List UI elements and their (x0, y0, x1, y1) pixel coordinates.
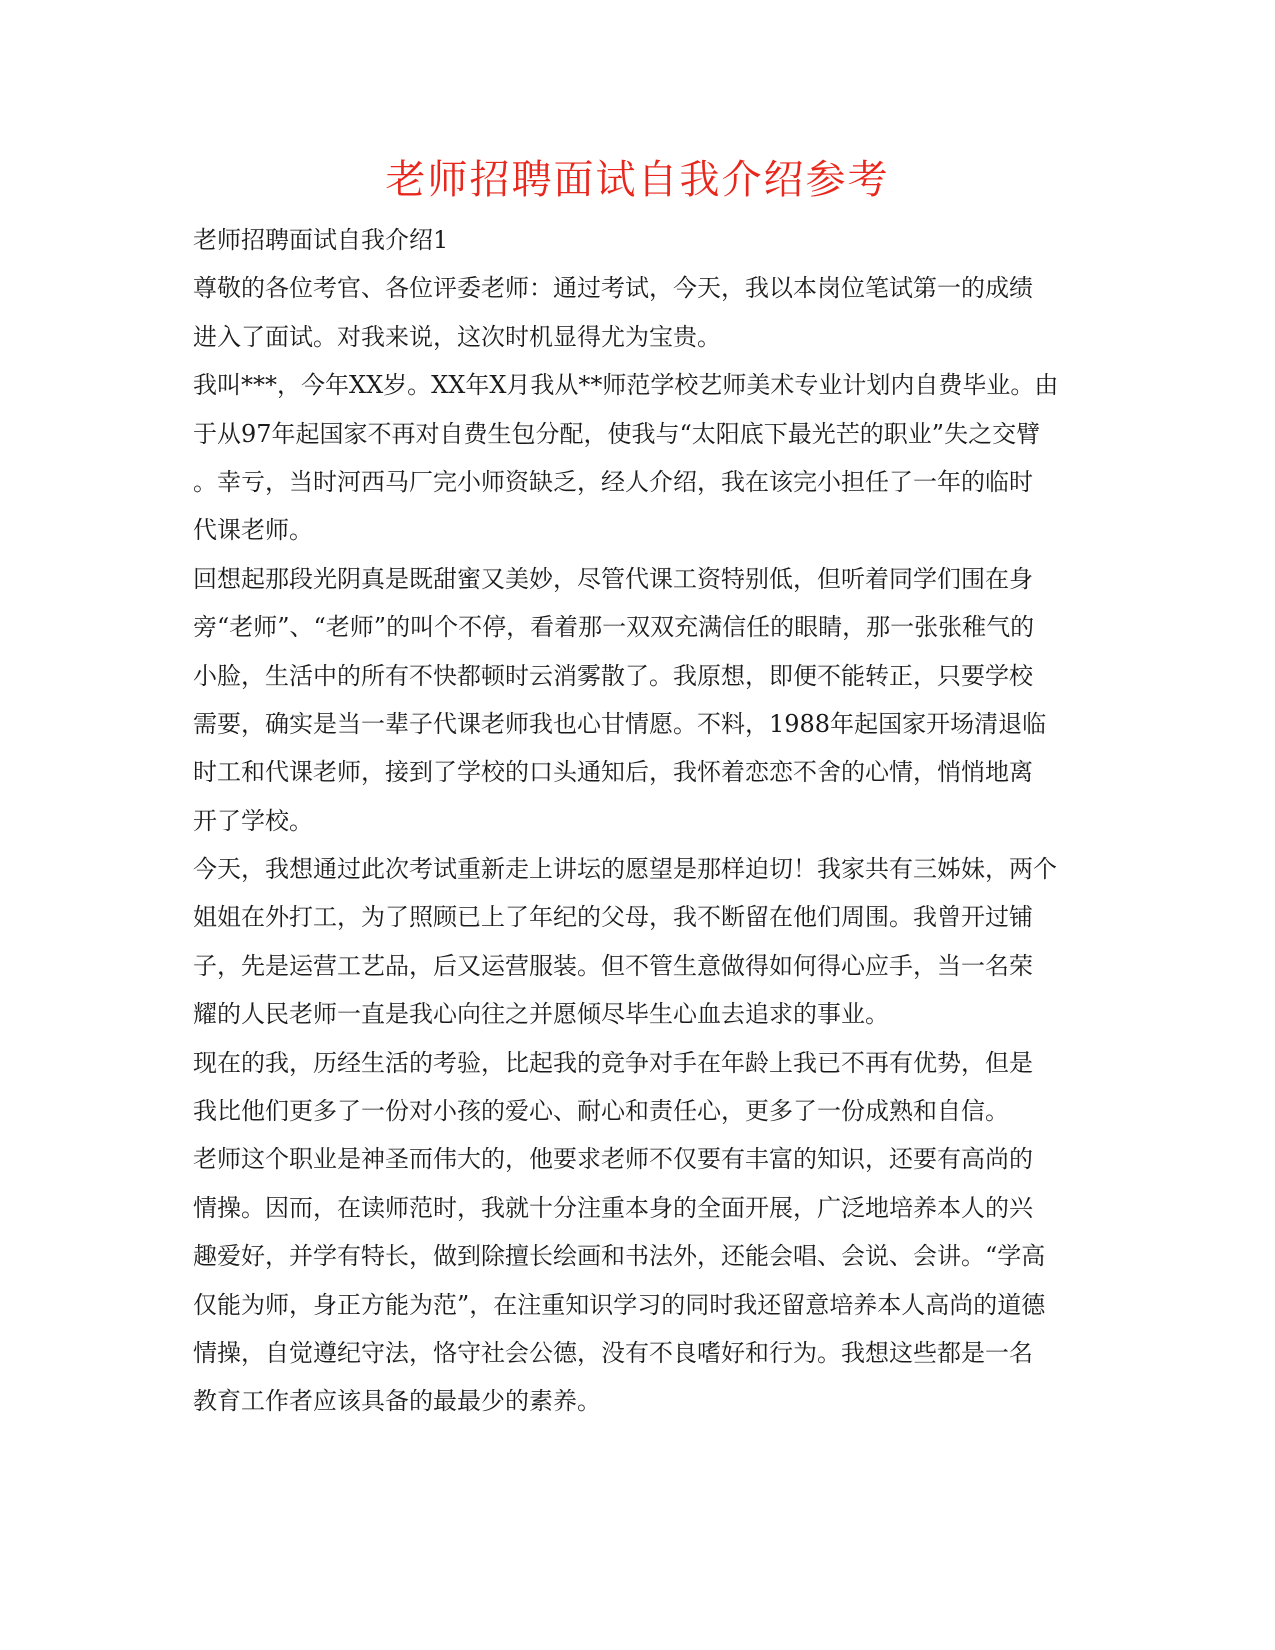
body-paragraph (193, 1135, 1073, 1425)
text-line: 我叫***，今年XX岁。XX年X月我从**师范学校艺师美术专业计划内自费毕业。由 (193, 371, 1059, 400)
body-paragraph (193, 264, 1073, 361)
document-body (193, 216, 1073, 1426)
text-line: 。幸亏，当时河西马厂完小师资缺乏，经人介绍，我在该完小担任了一年的临时 (193, 467, 1033, 496)
document-title: 老师招聘面试自我介绍参考 (385, 157, 890, 203)
text-line: 需要，确实是当一辈子代课老师我也心甘情愿。不料，1988年起国家开场清退临 (193, 709, 1047, 738)
body-paragraph (193, 361, 1073, 555)
text-line: 回想起那段光阴真是既甜蜜又美妙，尽管代课工资特别低，但听着同学们围在身 (193, 564, 1033, 593)
text-line: 现在的我，历经生活的考验，比起我的竞争对手在年龄上我已不再有优势，但是 (193, 1048, 1033, 1077)
section-heading (193, 216, 1073, 264)
text-line: 教育工作者应该具备的最最少的素养。 (193, 1387, 601, 1416)
text-line: 时工和代课老师，接到了学校的口头通知后，我怀着恋恋不舍的心情，悄悄地离 (193, 758, 1033, 787)
text-line: 我比他们更多了一份对小孩的爱心、耐心和责任心，更多了一份成熟和自信。 (193, 1097, 1009, 1126)
text-line: 开了学校。 (193, 806, 313, 835)
text-line: 旁“老师”、“老师”的叫个不停，看着那一双双充满信任的眼睛，那一张张稚气的 (193, 613, 1035, 642)
text-line: 小脸，生活中的所有不快都顿时云消雾散了。我原想，即便不能转正，只要学校 (193, 661, 1033, 690)
text-line: 子，先是运营工艺品，后又运营服装。但不管生意做得如何得心应手，当一名荣 (193, 951, 1033, 980)
text-line: 代课老师。 (193, 516, 313, 545)
text-line: 姐姐在外打工，为了照顾已上了年纪的父母，我不断留在他们周围。我曾开过铺 (193, 903, 1033, 932)
text-line: 仅能为师，身正方能为范”，在注重知识学习的同时我还留意培养本人高尚的道德 (193, 1290, 1046, 1319)
text-line: 趣爱好，并学有特长，做到除擅长绘画和书法外，还能会唱、会说、会讲。“学高 (193, 1242, 1046, 1271)
body-paragraph (193, 845, 1073, 1039)
text-line: 尊敬的各位考官、各位评委老师：通过考试，今天，我以本岗位笔试第一的成绩 (193, 274, 1033, 303)
body-paragraph (193, 1039, 1073, 1136)
text-line: 老师招聘面试自我介绍1 (193, 226, 449, 254)
body-paragraph (193, 555, 1073, 845)
text-line: 进入了面试。对我来说，这次时机显得尤为宝贵。 (193, 322, 721, 351)
text-line: 耀的人民老师一直是我心向往之并愿倾尽毕生心血去追求的事业。 (193, 1000, 889, 1029)
text-line: 情操。因而，在读师范时，我就十分注重本身的全面开展，广泛地培养本人的兴 (193, 1193, 1033, 1222)
text-line: 情操，自觉遵纪守法，恪守社会公德，没有不良嗜好和行为。我想这些都是一名 (193, 1338, 1033, 1367)
text-line: 今天，我想通过此次考试重新走上讲坛的愿望是那样迫切！我家共有三姊妹，两个 (193, 855, 1057, 884)
text-line: 于从97年起国家不再对自费生包分配，使我与“太阳底下最光芒的职业”失之交臂 (193, 419, 1041, 448)
text-line: 老师这个职业是神圣而伟大的，他要求老师不仅要有丰富的知识，还要有高尚的 (193, 1145, 1033, 1174)
